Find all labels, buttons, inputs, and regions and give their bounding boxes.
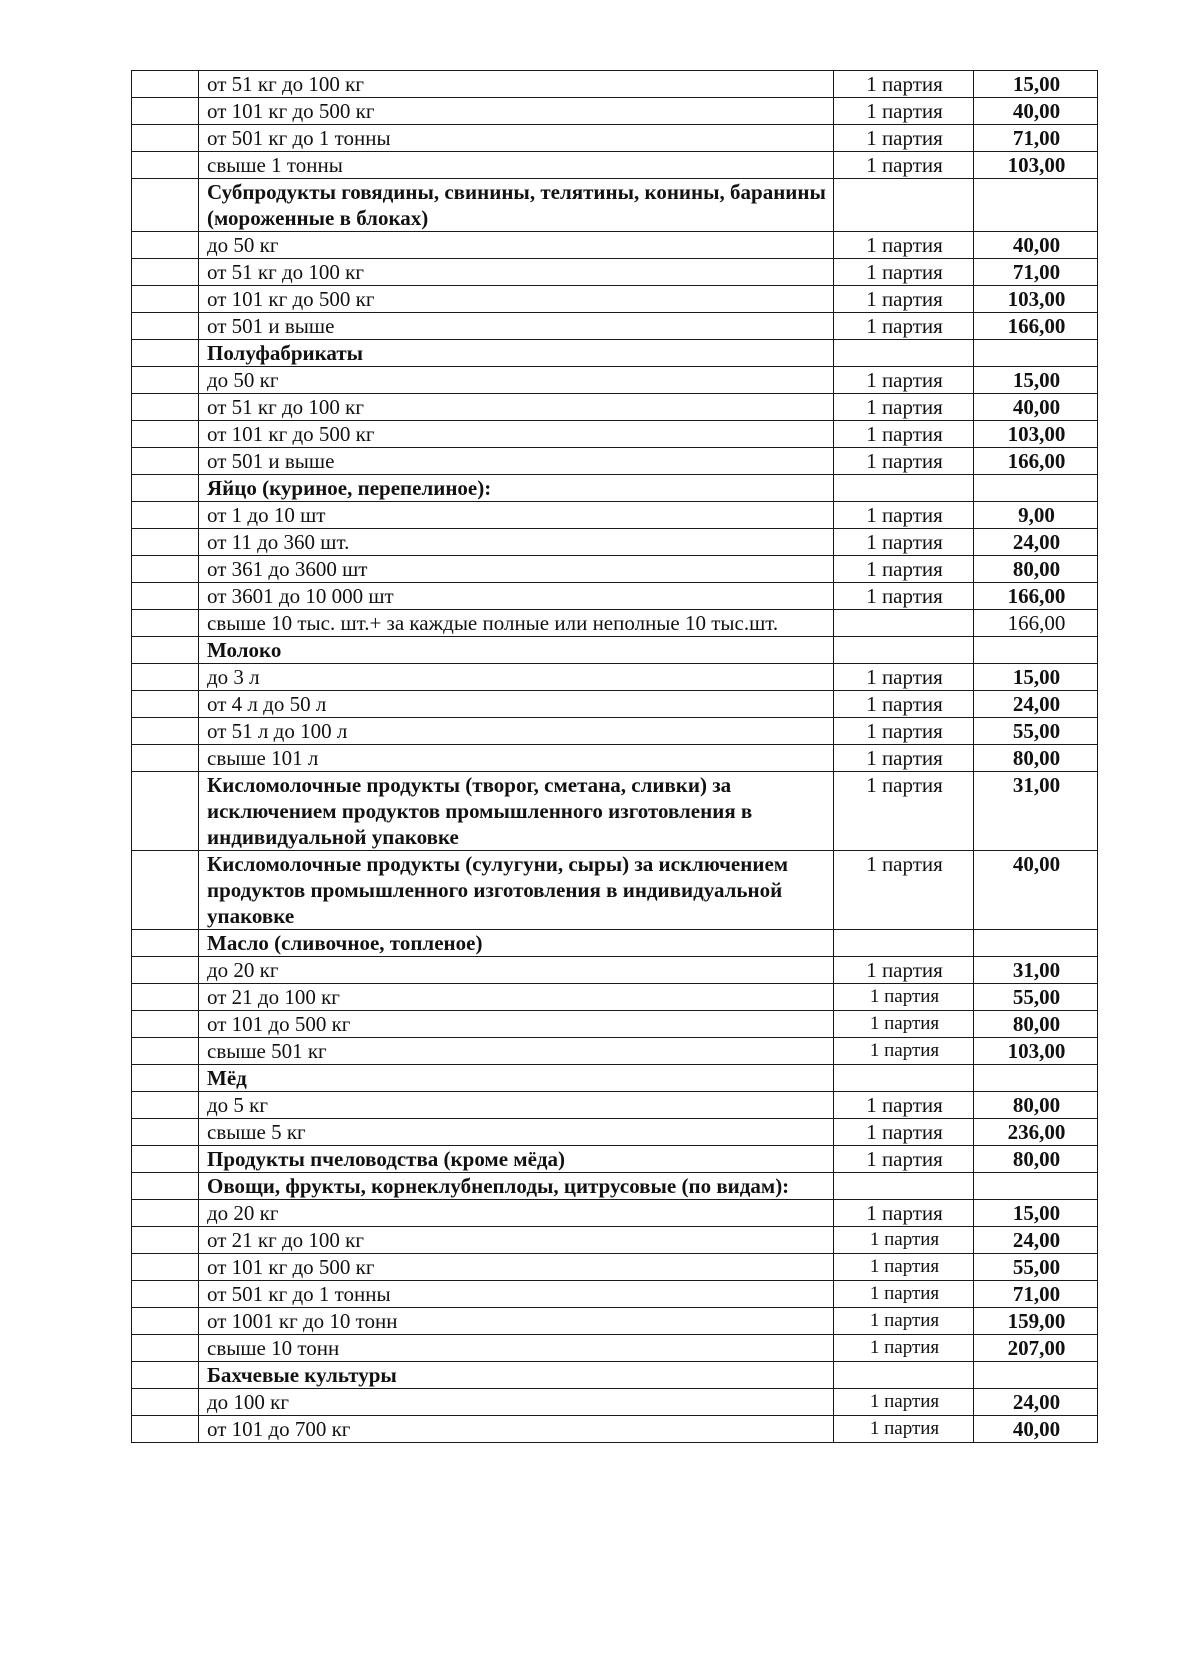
number-cell bbox=[132, 179, 199, 232]
unit-cell: 1 партия bbox=[834, 718, 974, 745]
number-cell bbox=[132, 340, 199, 367]
number-cell bbox=[132, 1200, 199, 1227]
weight-range-cell: до 50 кг bbox=[199, 367, 834, 394]
weight-range-cell: до 20 кг bbox=[199, 1200, 834, 1227]
weight-range-cell: от 361 до 3600 шт bbox=[199, 556, 834, 583]
price-cell: 159,00 bbox=[974, 1308, 1098, 1335]
price-cell: 24,00 bbox=[974, 691, 1098, 718]
tariff-table-body bbox=[132, 71, 1098, 1443]
number-cell bbox=[132, 583, 199, 610]
unit-cell bbox=[834, 475, 974, 502]
price-cell: 80,00 bbox=[974, 1146, 1098, 1173]
unit-cell bbox=[834, 340, 974, 367]
category-row bbox=[132, 340, 1098, 367]
category-name-cell: Продукты пчеловодства (кроме мёда) bbox=[199, 1146, 834, 1173]
unit-cell: 1 партия bbox=[834, 772, 974, 851]
unit-cell: 1 партия bbox=[834, 232, 974, 259]
number-cell bbox=[132, 1227, 199, 1254]
unit-cell: 1 партия bbox=[834, 313, 974, 340]
price-cell: 80,00 bbox=[974, 1092, 1098, 1119]
price-cell: 24,00 bbox=[974, 529, 1098, 556]
unit-cell: 1 партия bbox=[834, 152, 974, 179]
table-row bbox=[132, 664, 1098, 691]
price-cell: 103,00 bbox=[974, 152, 1098, 179]
table-row bbox=[132, 152, 1098, 179]
unit-cell: 1 партия bbox=[834, 529, 974, 556]
number-cell bbox=[132, 984, 199, 1011]
number-cell bbox=[132, 1308, 199, 1335]
weight-range-cell: от 101 кг до 500 кг bbox=[199, 98, 834, 125]
price-cell: 40,00 bbox=[974, 1416, 1098, 1443]
table-row bbox=[132, 232, 1098, 259]
price-cell: 24,00 bbox=[974, 1389, 1098, 1416]
table-row bbox=[132, 1038, 1098, 1065]
price-cell: 55,00 bbox=[974, 718, 1098, 745]
price-cell: 40,00 bbox=[974, 394, 1098, 421]
number-cell bbox=[132, 930, 199, 957]
weight-range-cell: от 1001 кг до 10 тонн bbox=[199, 1308, 834, 1335]
price-cell: 103,00 bbox=[974, 1038, 1098, 1065]
number-cell bbox=[132, 394, 199, 421]
price-cell: 166,00 bbox=[974, 313, 1098, 340]
category-name-cell: Кисломолочные продукты (сулугуни, сыры) за исключением продуктов промышленного изготовления в индивидуальной упаковке bbox=[199, 851, 834, 930]
unit-cell: 1 партия bbox=[834, 421, 974, 448]
table-row bbox=[132, 691, 1098, 718]
unit-cell: 1 партия bbox=[834, 1200, 974, 1227]
price-cell: 40,00 bbox=[974, 851, 1098, 930]
number-cell bbox=[132, 637, 199, 664]
price-cell: 24,00 bbox=[974, 1227, 1098, 1254]
category-name-cell: Кисломолочные продукты (творог, сметана, сливки) за исключением продуктов промышленного изготовления в индивидуальной упаковке bbox=[199, 772, 834, 851]
price-cell: 9,00 bbox=[974, 502, 1098, 529]
table-row bbox=[132, 1227, 1098, 1254]
unit-cell: 1 партия bbox=[834, 259, 974, 286]
unit-cell: 1 партия bbox=[834, 125, 974, 152]
number-cell bbox=[132, 475, 199, 502]
number-cell bbox=[132, 1254, 199, 1281]
category-row bbox=[132, 851, 1098, 930]
unit-cell: 1 партия bbox=[834, 71, 974, 98]
number-cell bbox=[132, 772, 199, 851]
weight-range-cell: свыше 10 тыс. шт.+ за каждые полные или неполные 10 тыс.шт. bbox=[199, 610, 834, 637]
number-cell bbox=[132, 664, 199, 691]
price-cell: 71,00 bbox=[974, 125, 1098, 152]
category-name-cell: Овощи, фрукты, корнеклубнеплоды, цитрусовые (по видам): bbox=[199, 1173, 834, 1200]
price-cell: 166,00 bbox=[974, 583, 1098, 610]
unit-cell: 1 партия bbox=[834, 957, 974, 984]
unit-cell: 1 партия bbox=[834, 1335, 974, 1362]
unit-cell: 1 партия bbox=[834, 448, 974, 475]
table-row bbox=[132, 1335, 1098, 1362]
price-cell bbox=[974, 637, 1098, 664]
weight-range-cell: от 51 кг до 100 кг bbox=[199, 394, 834, 421]
unit-cell: 1 партия bbox=[834, 1119, 974, 1146]
unit-cell bbox=[834, 610, 974, 637]
number-cell bbox=[132, 1362, 199, 1389]
unit-cell bbox=[834, 179, 974, 232]
price-cell: 80,00 bbox=[974, 1011, 1098, 1038]
price-cell: 40,00 bbox=[974, 232, 1098, 259]
weight-range-cell: от 101 кг до 500 кг bbox=[199, 1254, 834, 1281]
unit-cell: 1 партия bbox=[834, 1416, 974, 1443]
price-cell: 15,00 bbox=[974, 71, 1098, 98]
unit-cell: 1 партия bbox=[834, 1281, 974, 1308]
number-cell bbox=[132, 313, 199, 340]
number-cell bbox=[132, 529, 199, 556]
weight-range-cell: от 51 л до 100 л bbox=[199, 718, 834, 745]
table-row bbox=[132, 556, 1098, 583]
weight-range-cell: до 5 кг bbox=[199, 1092, 834, 1119]
number-cell bbox=[132, 1011, 199, 1038]
price-cell: 15,00 bbox=[974, 367, 1098, 394]
weight-range-cell: до 3 л bbox=[199, 664, 834, 691]
price-cell bbox=[974, 340, 1098, 367]
weight-range-cell: свыше 501 кг bbox=[199, 1038, 834, 1065]
price-cell bbox=[974, 1173, 1098, 1200]
price-cell: 103,00 bbox=[974, 421, 1098, 448]
weight-range-cell: от 21 кг до 100 кг bbox=[199, 1227, 834, 1254]
unit-cell bbox=[834, 1173, 974, 1200]
price-cell: 71,00 bbox=[974, 259, 1098, 286]
tariff-table bbox=[131, 70, 1098, 1443]
number-cell bbox=[132, 1416, 199, 1443]
unit-cell: 1 партия bbox=[834, 394, 974, 421]
weight-range-cell: от 101 до 500 кг bbox=[199, 1011, 834, 1038]
category-row bbox=[132, 1065, 1098, 1092]
price-cell: 15,00 bbox=[974, 664, 1098, 691]
weight-range-cell: от 1 до 10 шт bbox=[199, 502, 834, 529]
unit-cell: 1 партия bbox=[834, 1038, 974, 1065]
price-cell: 207,00 bbox=[974, 1335, 1098, 1362]
number-cell bbox=[132, 1281, 199, 1308]
category-name-cell: Субпродукты говядины, свинины, телятины, конины, баранины (мороженные в блоках) bbox=[199, 179, 834, 232]
number-cell bbox=[132, 232, 199, 259]
price-cell: 166,00 bbox=[974, 448, 1098, 475]
number-cell bbox=[132, 367, 199, 394]
weight-range-cell: от 3601 до 10 000 шт bbox=[199, 583, 834, 610]
unit-cell: 1 партия bbox=[834, 1146, 974, 1173]
weight-range-cell: свыше 5 кг bbox=[199, 1119, 834, 1146]
weight-range-cell: от 101 кг до 500 кг bbox=[199, 421, 834, 448]
weight-range-cell: до 20 кг bbox=[199, 957, 834, 984]
number-cell bbox=[132, 556, 199, 583]
number-cell bbox=[132, 851, 199, 930]
unit-cell: 1 партия bbox=[834, 1308, 974, 1335]
table-row bbox=[132, 610, 1098, 637]
table-row bbox=[132, 313, 1098, 340]
weight-range-cell: от 51 кг до 100 кг bbox=[199, 71, 834, 98]
weight-range-cell: от 101 кг до 500 кг bbox=[199, 286, 834, 313]
number-cell bbox=[132, 1335, 199, 1362]
category-row bbox=[132, 179, 1098, 232]
category-row bbox=[132, 637, 1098, 664]
weight-range-cell: от 501 и выше bbox=[199, 448, 834, 475]
unit-cell: 1 партия bbox=[834, 664, 974, 691]
table-row bbox=[132, 718, 1098, 745]
table-row bbox=[132, 448, 1098, 475]
number-cell bbox=[132, 745, 199, 772]
price-cell bbox=[974, 1362, 1098, 1389]
table-row bbox=[132, 1281, 1098, 1308]
weight-range-cell: от 11 до 360 шт. bbox=[199, 529, 834, 556]
number-cell bbox=[132, 421, 199, 448]
price-cell: 80,00 bbox=[974, 556, 1098, 583]
price-cell: 15,00 bbox=[974, 1200, 1098, 1227]
table-row bbox=[132, 1200, 1098, 1227]
price-cell: 166,00 bbox=[974, 610, 1098, 637]
category-name-cell: Полуфабрикаты bbox=[199, 340, 834, 367]
price-cell: 31,00 bbox=[974, 772, 1098, 851]
table-row bbox=[132, 98, 1098, 125]
number-cell bbox=[132, 448, 199, 475]
table-row bbox=[132, 394, 1098, 421]
weight-range-cell: от 501 кг до 1 тонны bbox=[199, 1281, 834, 1308]
table-row bbox=[132, 71, 1098, 98]
unit-cell: 1 партия bbox=[834, 691, 974, 718]
weight-range-cell: от 501 кг до 1 тонны bbox=[199, 125, 834, 152]
number-cell bbox=[132, 71, 199, 98]
number-cell bbox=[132, 98, 199, 125]
number-cell bbox=[132, 1389, 199, 1416]
weight-range-cell: свыше 10 тонн bbox=[199, 1335, 834, 1362]
table-row bbox=[132, 286, 1098, 313]
weight-range-cell: от 51 кг до 100 кг bbox=[199, 259, 834, 286]
category-row bbox=[132, 772, 1098, 851]
price-cell bbox=[974, 1065, 1098, 1092]
category-name-cell: Бахчевые культуры bbox=[199, 1362, 834, 1389]
price-cell: 40,00 bbox=[974, 98, 1098, 125]
number-cell bbox=[132, 502, 199, 529]
unit-cell bbox=[834, 637, 974, 664]
table-row bbox=[132, 502, 1098, 529]
table-row bbox=[132, 529, 1098, 556]
number-cell bbox=[132, 610, 199, 637]
category-row bbox=[132, 475, 1098, 502]
category-name-cell: Мёд bbox=[199, 1065, 834, 1092]
table-row bbox=[132, 583, 1098, 610]
category-row bbox=[132, 1173, 1098, 1200]
table-row bbox=[132, 1011, 1098, 1038]
unit-cell: 1 партия bbox=[834, 984, 974, 1011]
price-cell: 80,00 bbox=[974, 745, 1098, 772]
weight-range-cell: от 101 до 700 кг bbox=[199, 1416, 834, 1443]
unit-cell: 1 партия bbox=[834, 1254, 974, 1281]
weight-range-cell: от 501 и выше bbox=[199, 313, 834, 340]
unit-cell: 1 партия bbox=[834, 1389, 974, 1416]
table-row bbox=[132, 1254, 1098, 1281]
unit-cell bbox=[834, 930, 974, 957]
price-cell: 71,00 bbox=[974, 1281, 1098, 1308]
unit-cell: 1 партия bbox=[834, 556, 974, 583]
weight-range-cell: от 4 л до 50 л bbox=[199, 691, 834, 718]
category-row bbox=[132, 1146, 1098, 1173]
price-cell bbox=[974, 179, 1098, 232]
number-cell bbox=[132, 286, 199, 313]
number-cell bbox=[132, 718, 199, 745]
number-cell bbox=[132, 125, 199, 152]
table-row bbox=[132, 1092, 1098, 1119]
unit-cell: 1 партия bbox=[834, 851, 974, 930]
unit-cell bbox=[834, 1362, 974, 1389]
table-row bbox=[132, 957, 1098, 984]
table-row bbox=[132, 745, 1098, 772]
unit-cell: 1 партия bbox=[834, 502, 974, 529]
price-cell: 55,00 bbox=[974, 1254, 1098, 1281]
number-cell bbox=[132, 957, 199, 984]
unit-cell: 1 партия bbox=[834, 367, 974, 394]
category-row bbox=[132, 930, 1098, 957]
unit-cell: 1 партия bbox=[834, 1092, 974, 1119]
number-cell bbox=[132, 691, 199, 718]
unit-cell: 1 партия bbox=[834, 583, 974, 610]
unit-cell: 1 партия bbox=[834, 745, 974, 772]
category-name-cell: Яйцо (куриное, перепелиное): bbox=[199, 475, 834, 502]
price-cell bbox=[974, 930, 1098, 957]
number-cell bbox=[132, 1092, 199, 1119]
number-cell bbox=[132, 1173, 199, 1200]
table-row bbox=[132, 421, 1098, 448]
category-name-cell: Масло (сливочное, топленое) bbox=[199, 930, 834, 957]
table-row bbox=[132, 1416, 1098, 1443]
unit-cell bbox=[834, 1065, 974, 1092]
unit-cell: 1 партия bbox=[834, 1227, 974, 1254]
price-cell: 236,00 bbox=[974, 1119, 1098, 1146]
category-name-cell: Молоко bbox=[199, 637, 834, 664]
number-cell bbox=[132, 1119, 199, 1146]
table-row bbox=[132, 1119, 1098, 1146]
table-row bbox=[132, 1308, 1098, 1335]
table-row bbox=[132, 125, 1098, 152]
weight-range-cell: от 21 до 100 кг bbox=[199, 984, 834, 1011]
number-cell bbox=[132, 1065, 199, 1092]
weight-range-cell: до 50 кг bbox=[199, 232, 834, 259]
price-cell: 103,00 bbox=[974, 286, 1098, 313]
unit-cell: 1 партия bbox=[834, 98, 974, 125]
number-cell bbox=[132, 152, 199, 179]
unit-cell: 1 партия bbox=[834, 1011, 974, 1038]
unit-cell: 1 партия bbox=[834, 286, 974, 313]
number-cell bbox=[132, 1146, 199, 1173]
weight-range-cell: до 100 кг bbox=[199, 1389, 834, 1416]
category-row bbox=[132, 1362, 1098, 1389]
price-cell: 31,00 bbox=[974, 957, 1098, 984]
weight-range-cell: свыше 101 л bbox=[199, 745, 834, 772]
number-cell bbox=[132, 1038, 199, 1065]
table-row bbox=[132, 367, 1098, 394]
table-row bbox=[132, 984, 1098, 1011]
table-row bbox=[132, 1389, 1098, 1416]
weight-range-cell: свыше 1 тонны bbox=[199, 152, 834, 179]
price-cell bbox=[974, 475, 1098, 502]
table-row bbox=[132, 259, 1098, 286]
number-cell bbox=[132, 259, 199, 286]
price-cell: 55,00 bbox=[974, 984, 1098, 1011]
